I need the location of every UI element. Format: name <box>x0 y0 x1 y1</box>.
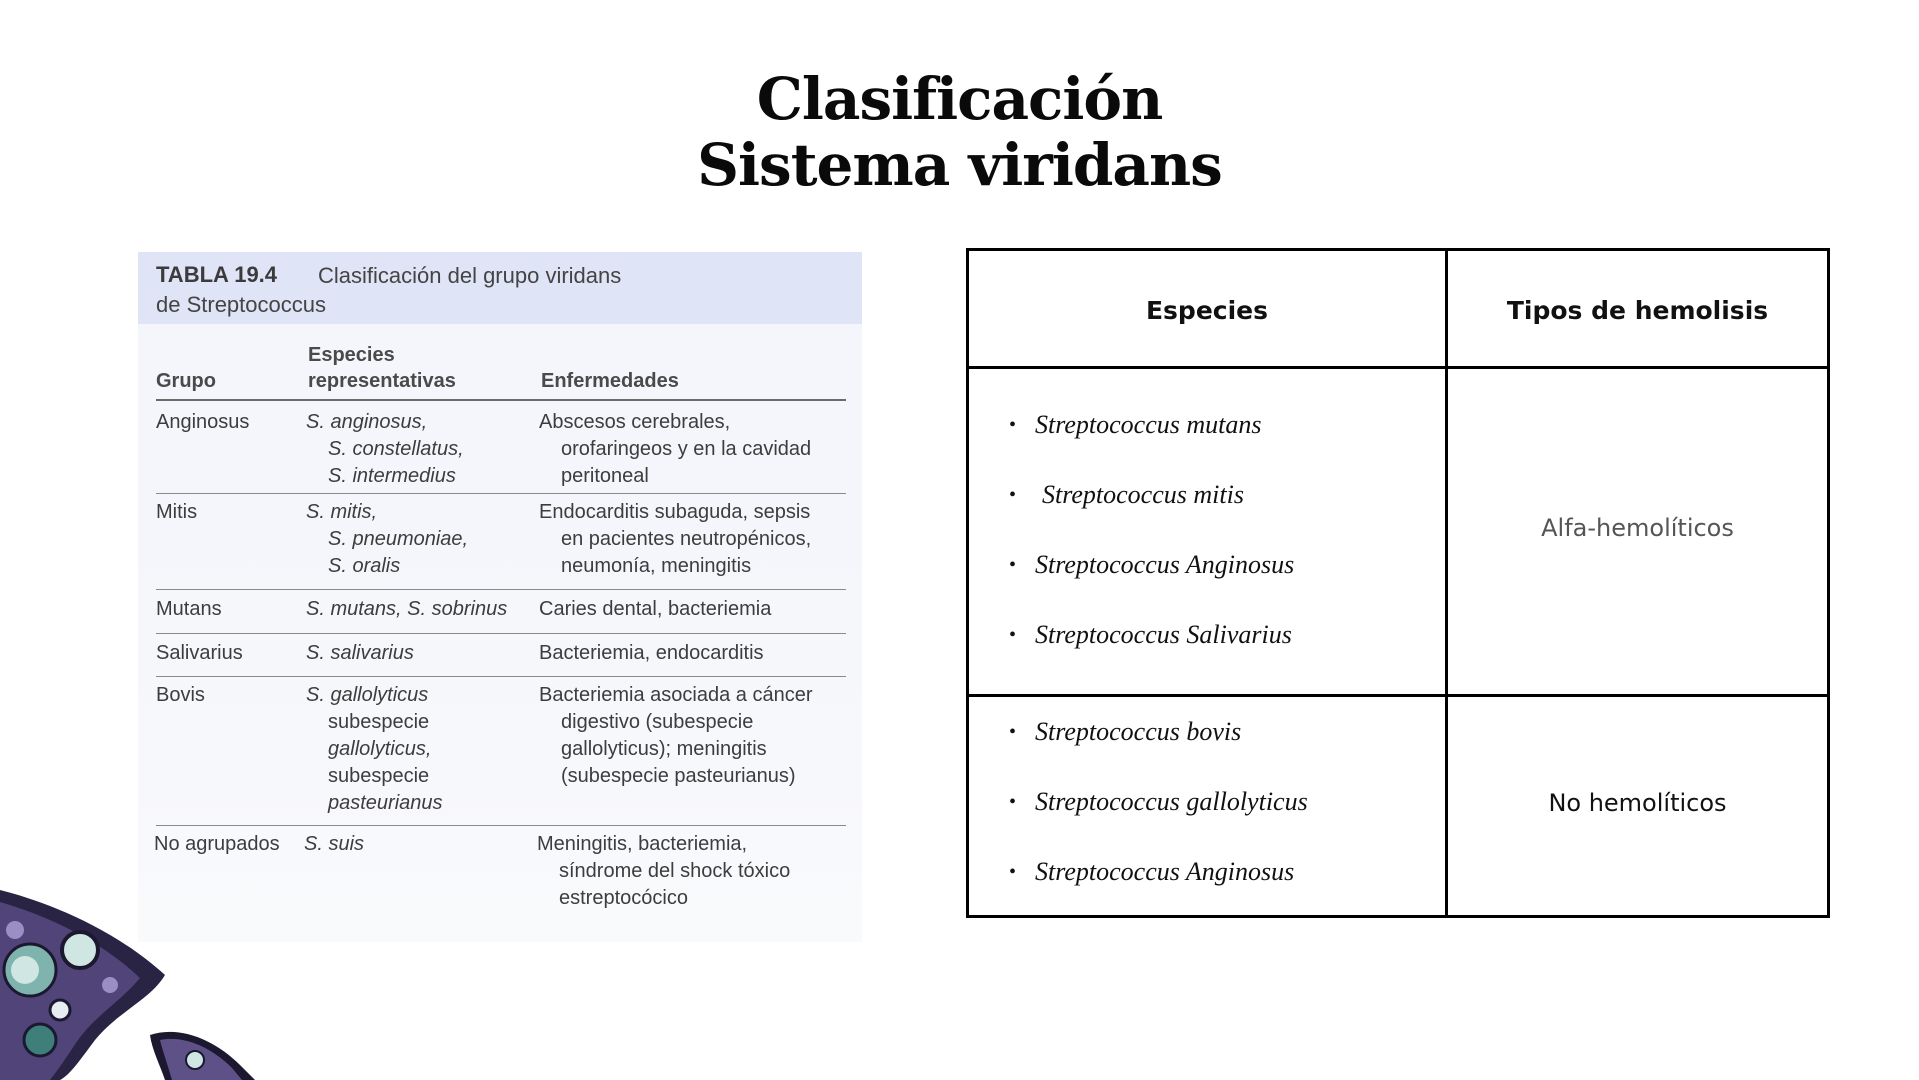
species-item: • Streptococcus Salivarius <box>1009 618 1294 688</box>
species-item: • Streptococcus Anginosus <box>1009 855 1308 925</box>
row-mutans-especies: S. mutans, S. sobrinus <box>306 598 508 620</box>
hemolysis-table <box>966 248 1830 918</box>
row-anginosus-grupo: Anginosus <box>156 411 250 433</box>
row-divider <box>156 493 846 494</box>
row-mitis-enfermedades: Endocarditis subaguda, sepsis en pacientes neutropénicos, neumonía, meningitis <box>539 501 812 577</box>
row-mutans-enfermedades: Caries dental, bacteriemia <box>539 598 772 620</box>
hemolysis-type-alpha: Alfa-hemolíticos <box>1541 514 1734 542</box>
row-bovis-grupo: Bovis <box>156 684 205 706</box>
row-mitis-especies: S. mitis, S. pneumoniae, S. oralis <box>306 501 469 577</box>
column-header-enfermedades: Enfermedades <box>541 370 679 392</box>
column-header-grupo: Grupo <box>156 370 216 392</box>
row-salivarius-enfermedades: Bacteriemia, endocarditis <box>539 642 764 664</box>
header-tipos-de-hemolisis: Tipos de hemolisis <box>1506 295 1769 325</box>
row-bovis-especies: S. gallolyticus subespecie gallolyticus, subespecie pasteurianus <box>306 684 443 814</box>
row-no-agrupados-especies: S. suis <box>304 833 365 855</box>
row-mitis-grupo: Mitis <box>156 501 198 523</box>
species-item: • Streptococcus Anginosus <box>1009 548 1294 618</box>
row-anginosus-enfermedades: Abscesos cerebrales, orofaringeos y en la cavidad peritoneal <box>539 411 812 487</box>
header-especies: Especies <box>1145 295 1269 325</box>
table-caption: Clasificación del grupo viridans <box>318 263 622 288</box>
row-salivarius-grupo: Salivarius <box>156 642 243 664</box>
table-caption-genus: de Streptococcus <box>156 292 326 317</box>
row-divider <box>969 694 1827 697</box>
row-no-agrupados-grupo: No agrupados <box>154 833 280 855</box>
slide-title-line1: Clasificación <box>756 65 1163 133</box>
species-item: • Streptococcus mutans <box>1009 408 1294 478</box>
hemolysis-type-none: No hemolíticos <box>1548 789 1727 817</box>
species-item: • Streptococcus gallolyticus <box>1009 785 1308 855</box>
row-no-agrupados-enfermedades: Meningitis, bacteriemia, síndrome del shock tóxico estreptocócico <box>537 833 791 909</box>
species-item: • Streptococcus bovis <box>1009 715 1308 785</box>
row-anginosus-especies: S. anginosus, S. constellatus, S. intermedius <box>306 411 464 487</box>
row-divider <box>156 825 846 826</box>
row-divider <box>156 589 846 590</box>
row-mutans-grupo: Mutans <box>156 598 222 620</box>
column-header-especies: Especies representativas <box>308 344 456 392</box>
species-item: • Streptococcus mitis <box>1009 478 1294 548</box>
slide-title-line2: Sistema viridans <box>697 131 1222 199</box>
slide-title <box>0 66 1919 198</box>
table-label: TABLA 19.4 <box>156 262 278 287</box>
header-divider <box>156 399 846 401</box>
row-divider <box>156 676 846 677</box>
row-salivarius-especies: S. salivarius <box>306 642 414 664</box>
species-list-none <box>1009 715 1308 925</box>
microscopy-cells-image <box>0 890 280 1080</box>
textbook-table-image <box>138 252 862 942</box>
row-bovis-enfermedades: Bacteriemia asociada a cáncer digestivo (subespecie gallolyticus); meningitis (subespecie pasteurianus) <box>539 684 813 787</box>
row-divider <box>156 633 846 634</box>
species-list-alpha <box>1009 408 1294 688</box>
